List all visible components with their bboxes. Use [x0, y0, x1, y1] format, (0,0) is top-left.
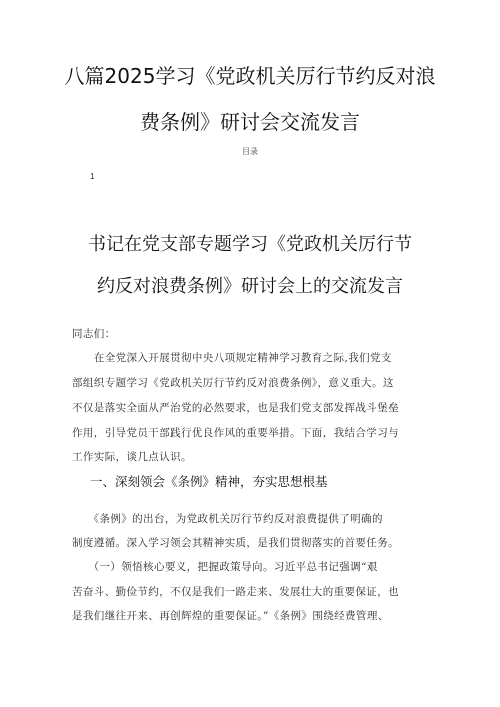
paragraph-line: 部组织专题学习《党政机关厉行节约反对浪费条例》，意义重大。这: [72, 377, 394, 389]
table-of-contents-label: 目录: [242, 147, 258, 156]
document-title-line-2: 费条例》研讨会交流发言: [140, 110, 360, 134]
document-title-line-1: 八篇2025学习《党政机关厉行节约反对浪: [64, 64, 436, 88]
speech-title-line-2: 约反对浪费条例》研讨会上的交流发言: [97, 276, 403, 297]
paragraph-line: 作用，引导党员干部践行优良作风的重要举措。下面，我结合学习与: [72, 427, 399, 439]
paragraph-line: 工作实际，谈几点认识。: [72, 451, 192, 463]
paragraph-line: 不仅是落实全面从严治党的必然要求，也是我们党支部发挥战斗堡垒: [72, 402, 399, 414]
paragraph-line: 制度遵循。深入学习领会其精神实质，是我们贯彻落实的首要任务。: [72, 537, 399, 549]
speech-title-line-1: 书记在党支部专题学习《党政机关厉行节: [88, 234, 412, 255]
paragraph-line: 《条例》的出台，为党政机关厉行节约反对浪费提供了明确的: [72, 513, 383, 525]
paragraph-line: 在全党深入开展贯彻中央八项规定精神学习教育之际,我们党支: [72, 352, 392, 364]
section-heading: 一、深刻领会《条例》精神，夯实思想根基: [90, 474, 328, 489]
paragraph-line: 苦奋斗、勤俭节约，不仅是我们一路走来、发展壮大的重要保证，也: [72, 586, 399, 598]
salutation: 同志们：: [72, 328, 116, 340]
paragraph-line: 是我们继往开来、再创辉煌的重要保证。”《条例》围绕经费管理、: [72, 610, 389, 622]
paragraph-line: （一）领悟核心要义，把握政策导向。习近平总书记强调“艰: [72, 561, 378, 573]
table-of-contents-item: 1: [90, 172, 95, 181]
